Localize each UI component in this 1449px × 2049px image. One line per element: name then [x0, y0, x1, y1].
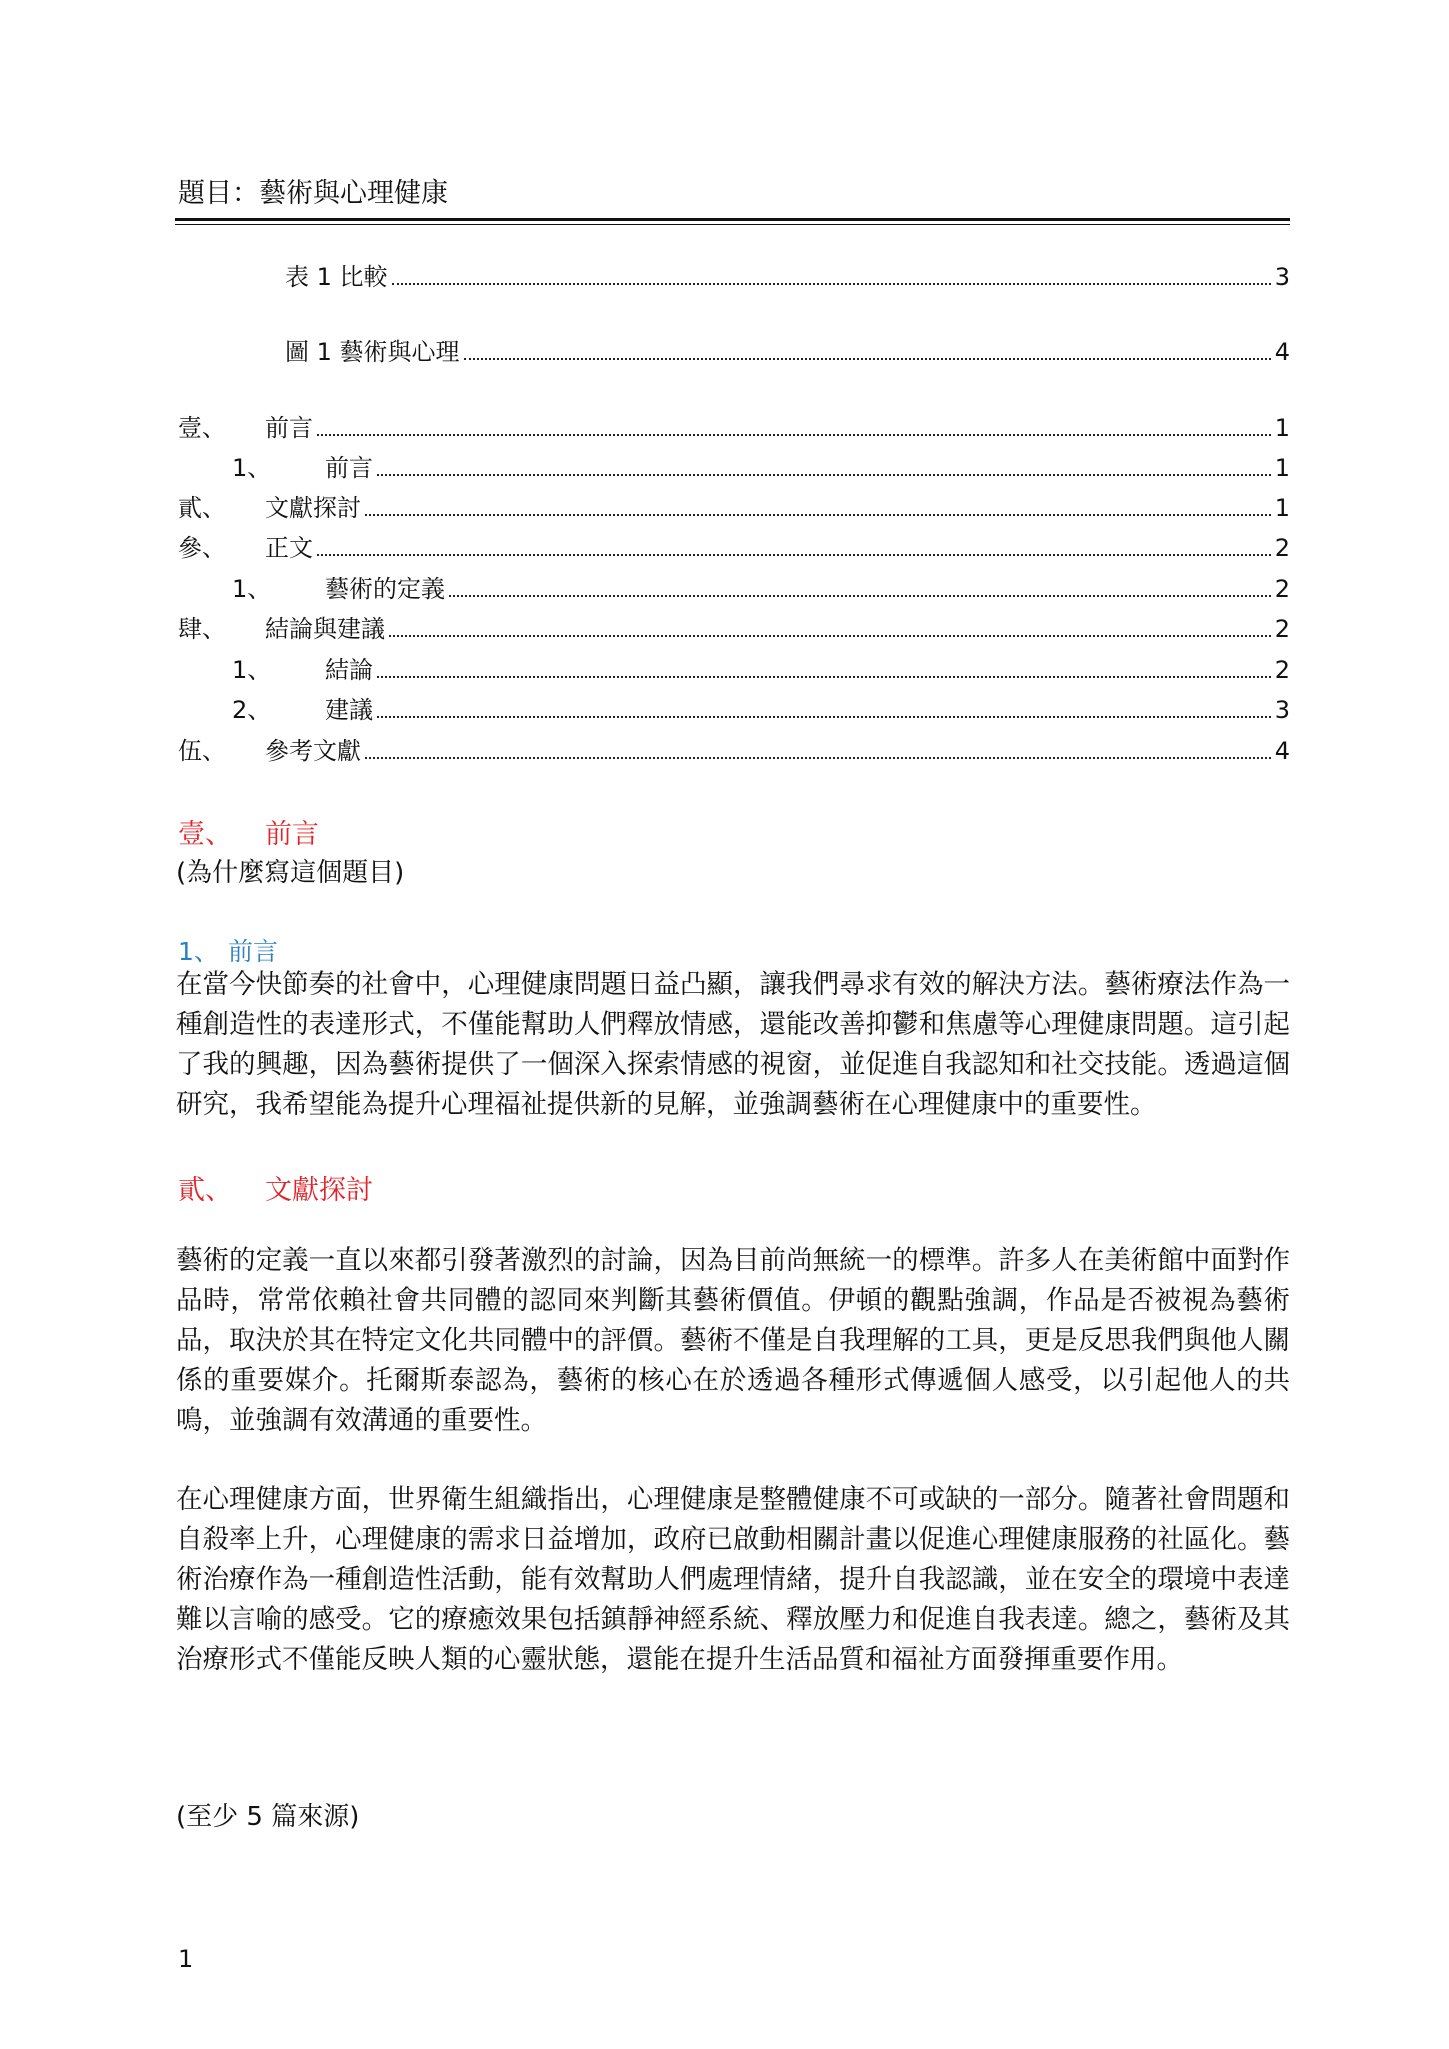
subsection-number: 1、 — [178, 937, 219, 966]
toc-figure-label: 圖 1 藝術與心理 — [285, 338, 460, 366]
section-number: 貳、 — [178, 1175, 232, 1206]
toc-entry-number: 2、 — [232, 696, 272, 724]
document-title: 題目：藝術與心理健康 — [178, 178, 448, 209]
section-title: 前言 — [265, 819, 319, 850]
subsection-heading-intro — [178, 932, 278, 968]
toc-page-number: 1 — [1274, 494, 1290, 522]
toc-leader — [317, 554, 1271, 556]
toc-entry[interactable] — [232, 572, 1290, 606]
section-note: (為什麼寫這個題目) — [176, 858, 405, 888]
toc-leader — [365, 757, 1271, 759]
section-title: 文獻探討 — [265, 1175, 373, 1206]
toc-entry-number: 貳、 — [178, 494, 226, 522]
toc-leader — [377, 716, 1271, 718]
toc-page-number: 1 — [1274, 414, 1290, 442]
toc-entry-number: 伍、 — [178, 737, 226, 765]
toc-entry-label: 文獻探討 — [265, 494, 361, 522]
toc-page-number: 1 — [1274, 454, 1290, 482]
toc-page-number: 4 — [1274, 338, 1290, 366]
toc-leader — [392, 283, 1271, 285]
section-heading-intro — [178, 812, 319, 851]
toc-page-number: 3 — [1274, 263, 1290, 291]
toc-figure-entry[interactable] — [285, 260, 1290, 294]
header-divider — [175, 218, 1290, 221]
toc-leader — [377, 676, 1271, 678]
toc-entry[interactable] — [232, 451, 1290, 485]
toc-entry[interactable] — [178, 531, 1290, 565]
toc-leader — [449, 595, 1271, 597]
toc-page-number: 2 — [1274, 615, 1290, 643]
toc-leader — [365, 514, 1271, 516]
toc-leader — [464, 358, 1271, 360]
toc-entry[interactable] — [178, 734, 1290, 768]
section-number: 壹、 — [178, 819, 232, 850]
toc-page-number: 2 — [1274, 534, 1290, 562]
toc-entry-label: 藝術的定義 — [325, 575, 445, 603]
toc-entry[interactable] — [178, 612, 1290, 646]
literature-paragraph-2: 在心理健康方面，世界衛生組織指出，心理健康是整體健康不可或缺的一部分。隨著社會問題和自殺率上升，心理健康的需求日益增加，政府已啟動相關計畫以促進心理健康服務的社區化。藝術治療作為一種創造性活動，能有效幫助人們處理情緒，提升自我認識，並在安全的環境中表達難以言喻的感受。它的療癒效果包括鎮靜神經系統、釋放壓力和促進自我表達。總之，藝術及其治療形式不僅能反映人類的心靈狀態，還能在提升生活品質和福祉方面發揮重要作用。 — [176, 1484, 1290, 1675]
literature-paragraph-1: 藝術的定義一直以來都引發著激烈的討論，因為目前尚無統一的標準。許多人在美術館中面對作品時，常常依賴社會共同體的認同來判斷其藝術價值。伊頓的觀點強調，作品是否被視為藝術品，取決於其在特定文化共同體中的評價。藝術不僅是自我理解的工具，更是反思我們與他人關係的重要媒介。托爾斯泰認為，藝術的核心在於透過各種形式傳遞個人感受，以引起他人的共鳴，並強調有效溝通的重要性。 — [176, 1245, 1290, 1436]
toc-entry-label: 參考文獻 — [265, 737, 361, 765]
toc-page-number: 3 — [1274, 696, 1290, 724]
toc-entry-number: 1、 — [232, 575, 272, 603]
header-divider-thin — [175, 224, 1290, 225]
intro-paragraph: 在當今快節奏的社會中，心理健康問題日益凸顯，讓我們尋求有效的解決方法。藝術療法作為一種創造性的表達形式，不僅能幫助人們釋放情感，還能改善抑鬱和焦慮等心理健康問題。這引起了我的興趣，因為藝術提供了一個深入探索情感的視窗，並促進自我認知和社交技能。透過這個研究，我希望能為提升心理福祉提供新的見解，並強調藝術在心理健康中的重要性。 — [176, 969, 1290, 1120]
toc-entry-label: 結論 — [325, 656, 373, 684]
sources-note: (至少 5 篇來源) — [176, 1802, 360, 1832]
toc-figure-entry[interactable] — [285, 335, 1290, 369]
toc-entry-label: 結論與建議 — [265, 615, 385, 643]
toc-entry[interactable] — [232, 693, 1290, 727]
toc-entry-number: 1、 — [232, 656, 272, 684]
page-number: 1 — [178, 1945, 194, 1973]
toc-entry-label: 正文 — [265, 534, 313, 562]
toc-entry[interactable] — [232, 653, 1290, 687]
toc-entry[interactable] — [178, 411, 1290, 445]
toc-entry-number: 壹、 — [178, 414, 226, 442]
toc-entry-number: 1、 — [232, 454, 272, 482]
toc-figure-label: 表 1 比較 — [285, 263, 388, 291]
toc-leader — [377, 474, 1271, 476]
subsection-title: 前言 — [228, 937, 279, 966]
toc-entry-number: 參、 — [178, 534, 226, 562]
toc-page-number: 2 — [1274, 656, 1290, 684]
toc-entry-label: 前言 — [265, 414, 313, 442]
section-heading-literature — [178, 1168, 373, 1207]
toc-entry-label: 前言 — [325, 454, 373, 482]
toc-entry[interactable] — [178, 491, 1290, 525]
toc-page-number: 4 — [1274, 737, 1290, 765]
toc-page-number: 2 — [1274, 575, 1290, 603]
toc-leader — [389, 635, 1271, 637]
toc-entry-label: 建議 — [325, 696, 373, 724]
toc-entry-number: 肆、 — [178, 615, 226, 643]
toc-leader — [317, 434, 1271, 436]
